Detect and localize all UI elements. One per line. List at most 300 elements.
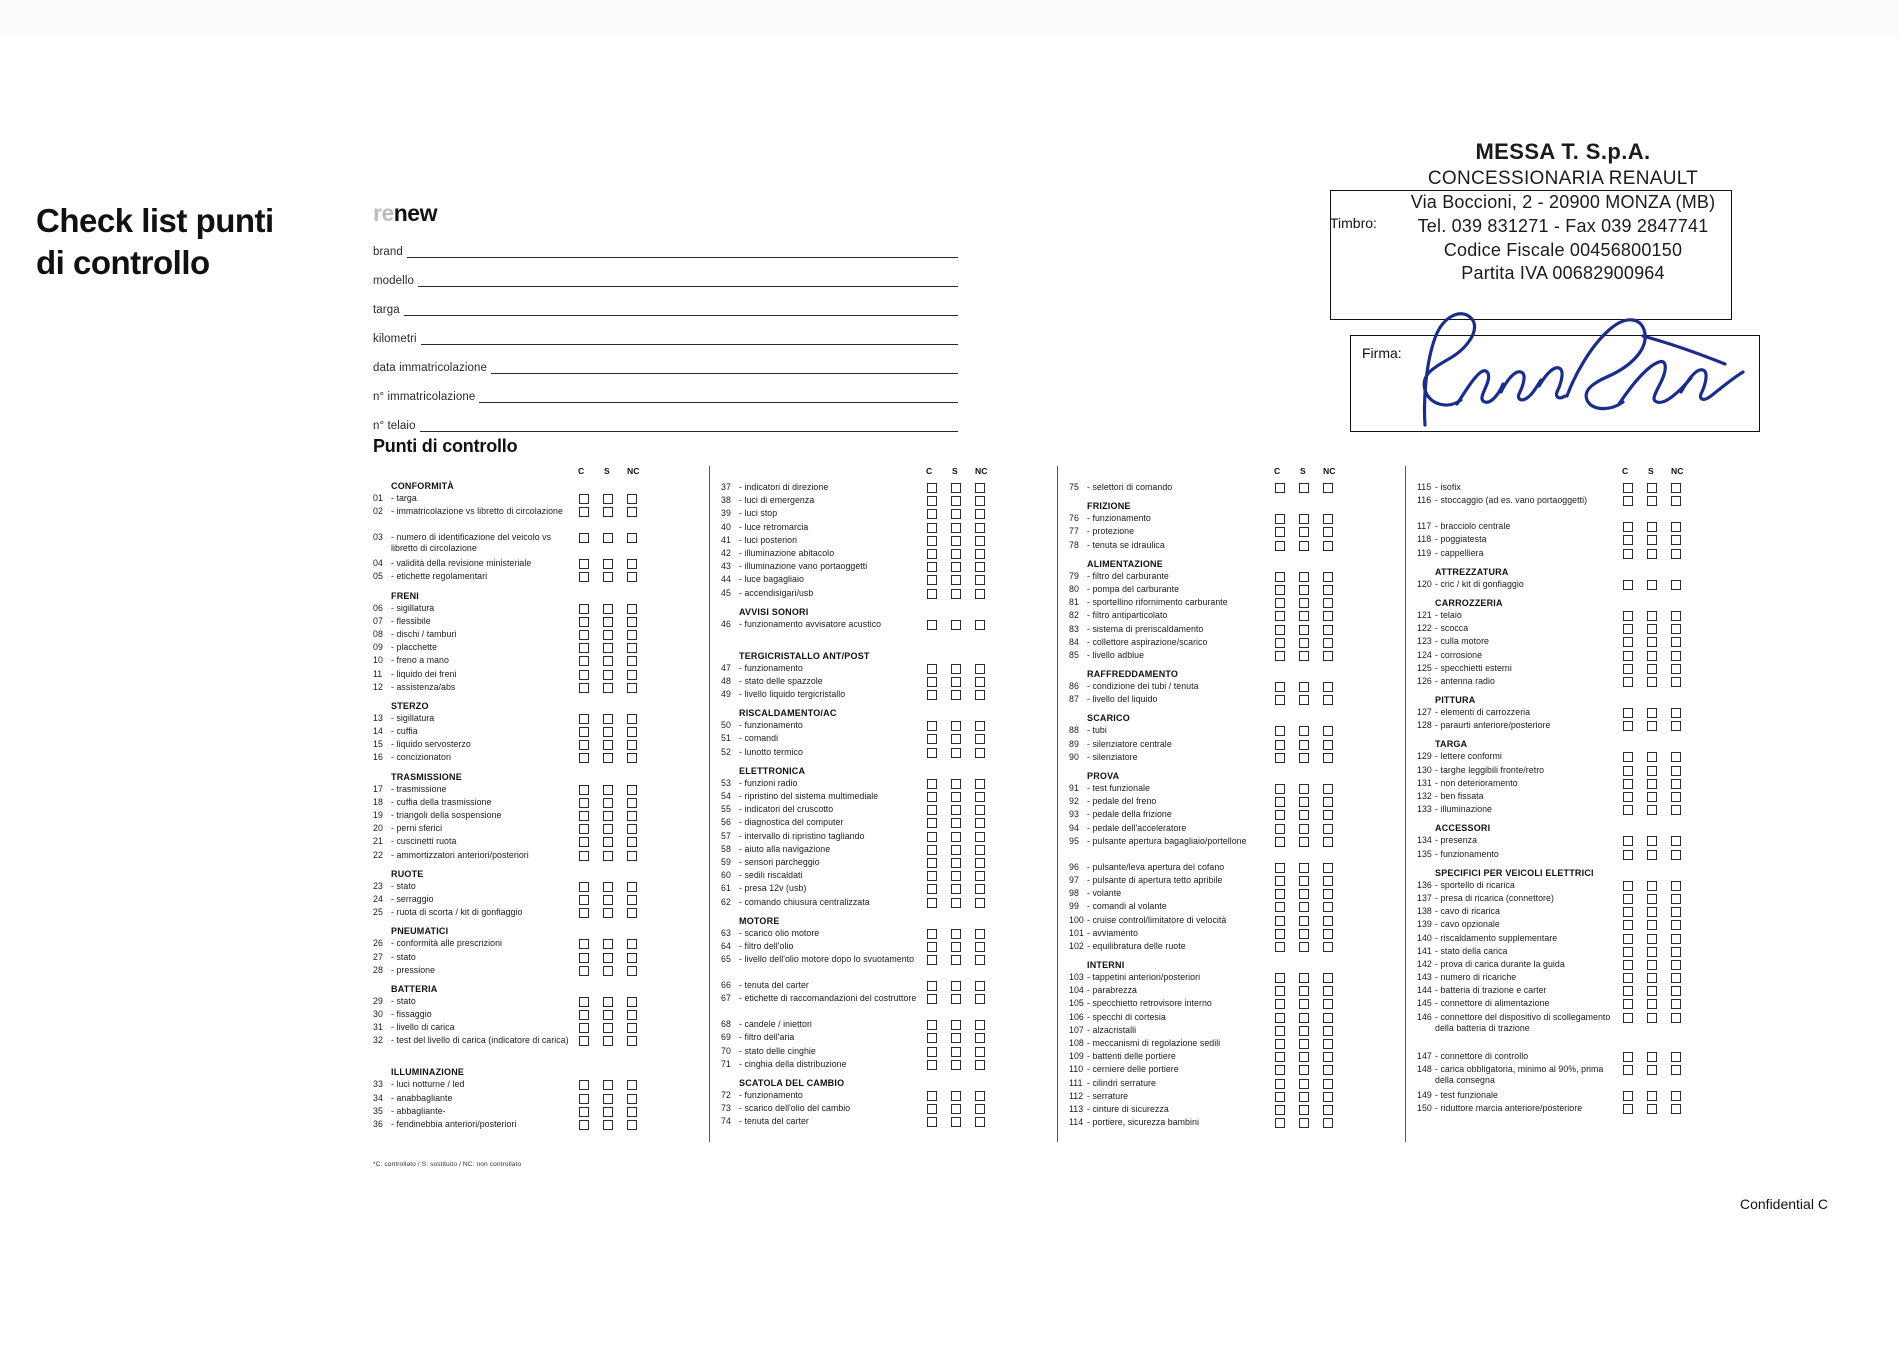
checkbox-s[interactable]: [951, 792, 961, 802]
checkbox-c[interactable]: [1623, 934, 1633, 944]
checkbox-s[interactable]: [1647, 549, 1657, 559]
checkbox-s[interactable]: [1647, 907, 1657, 917]
checkbox-nc[interactable]: [975, 994, 985, 1004]
checkbox-nc[interactable]: [1671, 752, 1681, 762]
checkbox-s[interactable]: [603, 507, 613, 517]
checkbox-nc[interactable]: [975, 575, 985, 585]
checkbox-s[interactable]: [603, 533, 613, 543]
checkbox-c[interactable]: [1275, 514, 1285, 524]
checkbox-s[interactable]: [1647, 805, 1657, 815]
checkbox-s[interactable]: [603, 908, 613, 918]
checkbox-nc[interactable]: [975, 690, 985, 700]
checkbox-s[interactable]: [1647, 836, 1657, 846]
checkbox-c[interactable]: [579, 997, 589, 1007]
checkbox-c[interactable]: [1275, 1065, 1285, 1075]
checkbox-s[interactable]: [1647, 1013, 1657, 1023]
checkbox-s[interactable]: [1299, 929, 1309, 939]
checkbox-s[interactable]: [1647, 535, 1657, 545]
checkbox-c[interactable]: [1623, 721, 1633, 731]
checkbox-s[interactable]: [951, 929, 961, 939]
checkbox-nc[interactable]: [1671, 1065, 1681, 1075]
checkbox-c[interactable]: [1623, 792, 1633, 802]
checkbox-s[interactable]: [1647, 960, 1657, 970]
checkbox-c[interactable]: [1275, 1079, 1285, 1089]
checkbox-c[interactable]: [1623, 947, 1633, 957]
checkbox-nc[interactable]: [1323, 999, 1333, 1009]
checkbox-s[interactable]: [1299, 916, 1309, 926]
checkbox-s[interactable]: [1299, 638, 1309, 648]
checkbox-c[interactable]: [1623, 752, 1633, 762]
checkbox-s[interactable]: [1299, 572, 1309, 582]
checkbox-nc[interactable]: [627, 851, 637, 861]
checkbox-nc[interactable]: [1671, 651, 1681, 661]
checkbox-s[interactable]: [603, 851, 613, 861]
checkbox-nc[interactable]: [1671, 611, 1681, 621]
checkbox-nc[interactable]: [627, 727, 637, 737]
checkbox-nc[interactable]: [1671, 805, 1681, 815]
checkbox-nc[interactable]: [1323, 889, 1333, 899]
checkbox-c[interactable]: [1275, 824, 1285, 834]
checkbox-s[interactable]: [1647, 611, 1657, 621]
checkbox-nc[interactable]: [627, 1120, 637, 1130]
checkbox-s[interactable]: [603, 824, 613, 834]
checkbox-nc[interactable]: [627, 559, 637, 569]
checkbox-s[interactable]: [1647, 1091, 1657, 1101]
checkbox-nc[interactable]: [627, 604, 637, 614]
checkbox-nc[interactable]: [975, 955, 985, 965]
field-row[interactable]: [373, 272, 958, 301]
checkbox-c[interactable]: [927, 589, 937, 599]
checkbox-nc[interactable]: [1323, 740, 1333, 750]
checkbox-c[interactable]: [927, 929, 937, 939]
checkbox-c[interactable]: [1623, 973, 1633, 983]
checkbox-nc[interactable]: [1671, 960, 1681, 970]
checkbox-c[interactable]: [1275, 837, 1285, 847]
checkbox-s[interactable]: [1647, 1052, 1657, 1062]
checkbox-s[interactable]: [951, 832, 961, 842]
checkbox-nc[interactable]: [1323, 1013, 1333, 1023]
checkbox-nc[interactable]: [975, 1060, 985, 1070]
checkbox-s[interactable]: [951, 748, 961, 758]
checkbox-c[interactable]: [1275, 572, 1285, 582]
checkbox-c[interactable]: [927, 620, 937, 630]
checkbox-nc[interactable]: [627, 617, 637, 627]
checkbox-s[interactable]: [1647, 708, 1657, 718]
checkbox-nc[interactable]: [975, 805, 985, 815]
checkbox-c[interactable]: [579, 908, 589, 918]
checkbox-nc[interactable]: [1671, 850, 1681, 860]
checkbox-s[interactable]: [603, 643, 613, 653]
checkbox-c[interactable]: [1275, 740, 1285, 750]
checkbox-nc[interactable]: [975, 664, 985, 674]
checkbox-c[interactable]: [579, 683, 589, 693]
checkbox-nc[interactable]: [1671, 1104, 1681, 1114]
checkbox-c[interactable]: [579, 851, 589, 861]
checkbox-nc[interactable]: [627, 507, 637, 517]
checkbox-nc[interactable]: [1323, 1039, 1333, 1049]
checkbox-c[interactable]: [927, 981, 937, 991]
checkbox-s[interactable]: [951, 1060, 961, 1070]
checkbox-s[interactable]: [1299, 1092, 1309, 1102]
checkbox-s[interactable]: [1647, 483, 1657, 493]
checkbox-s[interactable]: [603, 1010, 613, 1020]
checkbox-nc[interactable]: [1671, 907, 1681, 917]
checkbox-s[interactable]: [603, 1023, 613, 1033]
field-input-line[interactable]: [373, 315, 958, 316]
checkbox-c[interactable]: [579, 1080, 589, 1090]
checkbox-s[interactable]: [1299, 726, 1309, 736]
checkbox-c[interactable]: [1623, 894, 1633, 904]
checkbox-nc[interactable]: [1323, 625, 1333, 635]
checkbox-s[interactable]: [1299, 986, 1309, 996]
checkbox-nc[interactable]: [1671, 986, 1681, 996]
checkbox-s[interactable]: [1299, 483, 1309, 493]
checkbox-c[interactable]: [927, 1033, 937, 1043]
checkbox-c[interactable]: [579, 895, 589, 905]
checkbox-s[interactable]: [1647, 894, 1657, 904]
checkbox-nc[interactable]: [627, 785, 637, 795]
checkbox-c[interactable]: [927, 994, 937, 1004]
checkbox-nc[interactable]: [627, 1010, 637, 1020]
checkbox-nc[interactable]: [1323, 797, 1333, 807]
checkbox-nc[interactable]: [975, 1020, 985, 1030]
checkbox-c[interactable]: [927, 664, 937, 674]
checkbox-s[interactable]: [951, 496, 961, 506]
checkbox-s[interactable]: [1299, 810, 1309, 820]
checkbox-c[interactable]: [1623, 522, 1633, 532]
checkbox-c[interactable]: [1275, 1105, 1285, 1115]
field-row[interactable]: [373, 388, 958, 417]
checkbox-c[interactable]: [579, 670, 589, 680]
checkbox-s[interactable]: [1299, 1039, 1309, 1049]
checkbox-nc[interactable]: [1671, 549, 1681, 559]
checkbox-s[interactable]: [951, 1117, 961, 1127]
checkbox-s[interactable]: [951, 805, 961, 815]
checkbox-c[interactable]: [927, 536, 937, 546]
checkbox-nc[interactable]: [627, 1080, 637, 1090]
checkbox-nc[interactable]: [1323, 942, 1333, 952]
checkbox-nc[interactable]: [975, 549, 985, 559]
checkbox-s[interactable]: [1647, 947, 1657, 957]
checkbox-nc[interactable]: [627, 656, 637, 666]
checkbox-s[interactable]: [1299, 1026, 1309, 1036]
checkbox-s[interactable]: [1299, 1079, 1309, 1089]
checkbox-s[interactable]: [951, 871, 961, 881]
checkbox-s[interactable]: [603, 966, 613, 976]
checkbox-s[interactable]: [603, 572, 613, 582]
checkbox-c[interactable]: [1623, 677, 1633, 687]
checkbox-s[interactable]: [603, 656, 613, 666]
field-input-line[interactable]: [373, 286, 958, 287]
checkbox-s[interactable]: [1299, 797, 1309, 807]
checkbox-c[interactable]: [579, 604, 589, 614]
checkbox-s[interactable]: [1299, 625, 1309, 635]
checkbox-nc[interactable]: [1323, 1065, 1333, 1075]
checkbox-nc[interactable]: [1323, 1105, 1333, 1115]
field-input-line[interactable]: [373, 344, 958, 345]
checkbox-s[interactable]: [1647, 721, 1657, 731]
checkbox-nc[interactable]: [975, 589, 985, 599]
checkbox-nc[interactable]: [975, 1091, 985, 1101]
checkbox-nc[interactable]: [1323, 810, 1333, 820]
checkbox-c[interactable]: [927, 832, 937, 842]
checkbox-s[interactable]: [1299, 514, 1309, 524]
checkbox-c[interactable]: [1275, 585, 1285, 595]
checkbox-c[interactable]: [1275, 1026, 1285, 1036]
checkbox-s[interactable]: [1299, 889, 1309, 899]
checkbox-s[interactable]: [603, 1120, 613, 1130]
checkbox-s[interactable]: [1647, 986, 1657, 996]
checkbox-s[interactable]: [603, 997, 613, 1007]
checkbox-c[interactable]: [579, 811, 589, 821]
checkbox-nc[interactable]: [627, 939, 637, 949]
checkbox-s[interactable]: [603, 683, 613, 693]
checkbox-nc[interactable]: [1671, 881, 1681, 891]
checkbox-nc[interactable]: [975, 845, 985, 855]
checkbox-c[interactable]: [1275, 726, 1285, 736]
checkbox-s[interactable]: [1299, 695, 1309, 705]
checkbox-c[interactable]: [579, 1120, 589, 1130]
checkbox-c[interactable]: [1275, 753, 1285, 763]
checkbox-nc[interactable]: [627, 798, 637, 808]
checkbox-c[interactable]: [1275, 876, 1285, 886]
checkbox-s[interactable]: [1647, 1104, 1657, 1114]
checkbox-nc[interactable]: [627, 572, 637, 582]
checkbox-c[interactable]: [1275, 973, 1285, 983]
checkbox-c[interactable]: [579, 656, 589, 666]
checkbox-s[interactable]: [951, 523, 961, 533]
checkbox-c[interactable]: [1623, 624, 1633, 634]
checkbox-s[interactable]: [951, 589, 961, 599]
checkbox-nc[interactable]: [1323, 695, 1333, 705]
checkbox-c[interactable]: [579, 559, 589, 569]
checkbox-s[interactable]: [951, 779, 961, 789]
checkbox-c[interactable]: [579, 1036, 589, 1046]
checkbox-nc[interactable]: [975, 536, 985, 546]
checkbox-c[interactable]: [1275, 1013, 1285, 1023]
checkbox-nc[interactable]: [627, 494, 637, 504]
checkbox-nc[interactable]: [975, 1104, 985, 1114]
checkbox-s[interactable]: [603, 670, 613, 680]
checkbox-c[interactable]: [1623, 881, 1633, 891]
checkbox-nc[interactable]: [627, 837, 637, 847]
checkbox-c[interactable]: [1623, 611, 1633, 621]
checkbox-s[interactable]: [603, 895, 613, 905]
checkbox-nc[interactable]: [975, 483, 985, 493]
checkbox-c[interactable]: [1623, 1091, 1633, 1101]
checkbox-nc[interactable]: [975, 884, 985, 894]
checkbox-nc[interactable]: [1671, 721, 1681, 731]
checkbox-c[interactable]: [1623, 779, 1633, 789]
field-row[interactable]: [373, 301, 958, 330]
checkbox-nc[interactable]: [975, 779, 985, 789]
checkbox-c[interactable]: [1623, 535, 1633, 545]
checkbox-s[interactable]: [603, 1094, 613, 1104]
checkbox-nc[interactable]: [1323, 483, 1333, 493]
checkbox-nc[interactable]: [1323, 973, 1333, 983]
checkbox-c[interactable]: [927, 884, 937, 894]
checkbox-s[interactable]: [1647, 496, 1657, 506]
checkbox-nc[interactable]: [627, 1107, 637, 1117]
checkbox-nc[interactable]: [1671, 920, 1681, 930]
checkbox-c[interactable]: [927, 955, 937, 965]
checkbox-s[interactable]: [603, 740, 613, 750]
checkbox-s[interactable]: [1299, 1013, 1309, 1023]
checkbox-s[interactable]: [603, 494, 613, 504]
checkbox-c[interactable]: [579, 643, 589, 653]
checkbox-c[interactable]: [1275, 797, 1285, 807]
checkbox-nc[interactable]: [1671, 792, 1681, 802]
checkbox-s[interactable]: [1299, 876, 1309, 886]
checkbox-c[interactable]: [1275, 902, 1285, 912]
checkbox-nc[interactable]: [1323, 824, 1333, 834]
checkbox-nc[interactable]: [1323, 572, 1333, 582]
checkbox-s[interactable]: [951, 1091, 961, 1101]
checkbox-nc[interactable]: [1323, 1026, 1333, 1036]
checkbox-nc[interactable]: [1323, 916, 1333, 926]
checkbox-c[interactable]: [1275, 1052, 1285, 1062]
checkbox-s[interactable]: [951, 845, 961, 855]
checkbox-s[interactable]: [1647, 881, 1657, 891]
checkbox-c[interactable]: [927, 1047, 937, 1057]
checkbox-nc[interactable]: [627, 811, 637, 821]
checkbox-c[interactable]: [579, 630, 589, 640]
checkbox-nc[interactable]: [1671, 664, 1681, 674]
checkbox-nc[interactable]: [627, 533, 637, 543]
checkbox-c[interactable]: [927, 779, 937, 789]
checkbox-s[interactable]: [1299, 999, 1309, 1009]
checkbox-nc[interactable]: [1323, 876, 1333, 886]
checkbox-c[interactable]: [1623, 999, 1633, 1009]
checkbox-nc[interactable]: [975, 942, 985, 952]
checkbox-c[interactable]: [927, 575, 937, 585]
checkbox-s[interactable]: [951, 1020, 961, 1030]
checkbox-c[interactable]: [579, 939, 589, 949]
checkbox-nc[interactable]: [975, 734, 985, 744]
checkbox-c[interactable]: [1275, 695, 1285, 705]
checkbox-s[interactable]: [603, 1036, 613, 1046]
checkbox-s[interactable]: [1647, 779, 1657, 789]
checkbox-s[interactable]: [951, 884, 961, 894]
checkbox-s[interactable]: [951, 898, 961, 908]
checkbox-c[interactable]: [1623, 1052, 1633, 1062]
checkbox-nc[interactable]: [1671, 999, 1681, 1009]
checkbox-c[interactable]: [927, 942, 937, 952]
checkbox-c[interactable]: [927, 805, 937, 815]
checkbox-nc[interactable]: [1323, 1052, 1333, 1062]
checkbox-c[interactable]: [1623, 1065, 1633, 1075]
field-row[interactable]: [373, 243, 958, 272]
checkbox-nc[interactable]: [1323, 598, 1333, 608]
checkbox-c[interactable]: [1275, 682, 1285, 692]
checkbox-s[interactable]: [603, 714, 613, 724]
checkbox-nc[interactable]: [627, 824, 637, 834]
checkbox-s[interactable]: [951, 575, 961, 585]
checkbox-s[interactable]: [951, 664, 961, 674]
checkbox-nc[interactable]: [1671, 836, 1681, 846]
checkbox-c[interactable]: [927, 1060, 937, 1070]
checkbox-nc[interactable]: [1323, 929, 1333, 939]
checkbox-c[interactable]: [927, 845, 937, 855]
checkbox-s[interactable]: [951, 818, 961, 828]
checkbox-s[interactable]: [1299, 682, 1309, 692]
checkbox-nc[interactable]: [1671, 973, 1681, 983]
checkbox-c[interactable]: [927, 549, 937, 559]
checkbox-s[interactable]: [1299, 1065, 1309, 1075]
checkbox-nc[interactable]: [975, 1033, 985, 1043]
checkbox-nc[interactable]: [975, 523, 985, 533]
checkbox-c[interactable]: [1623, 1104, 1633, 1114]
checkbox-s[interactable]: [951, 483, 961, 493]
checkbox-c[interactable]: [1623, 496, 1633, 506]
checkbox-s[interactable]: [1299, 541, 1309, 551]
checkbox-c[interactable]: [927, 818, 937, 828]
checkbox-c[interactable]: [1275, 598, 1285, 608]
checkbox-nc[interactable]: [1671, 1052, 1681, 1062]
checkbox-nc[interactable]: [1323, 585, 1333, 595]
checkbox-c[interactable]: [579, 966, 589, 976]
checkbox-s[interactable]: [1647, 677, 1657, 687]
checkbox-c[interactable]: [1275, 810, 1285, 820]
checkbox-c[interactable]: [927, 677, 937, 687]
checkbox-s[interactable]: [1299, 1118, 1309, 1128]
checkbox-nc[interactable]: [627, 895, 637, 905]
checkbox-s[interactable]: [1299, 753, 1309, 763]
checkbox-s[interactable]: [1299, 973, 1309, 983]
checkbox-s[interactable]: [603, 559, 613, 569]
checkbox-s[interactable]: [1647, 973, 1657, 983]
checkbox-s[interactable]: [1299, 740, 1309, 750]
checkbox-nc[interactable]: [1323, 753, 1333, 763]
checkbox-nc[interactable]: [1671, 947, 1681, 957]
checkbox-s[interactable]: [603, 630, 613, 640]
checkbox-s[interactable]: [603, 617, 613, 627]
checkbox-nc[interactable]: [627, 643, 637, 653]
checkbox-c[interactable]: [927, 496, 937, 506]
checkbox-nc[interactable]: [975, 898, 985, 908]
field-row[interactable]: [373, 330, 958, 359]
checkbox-c[interactable]: [927, 871, 937, 881]
checkbox-s[interactable]: [1647, 580, 1657, 590]
checkbox-nc[interactable]: [975, 871, 985, 881]
checkbox-nc[interactable]: [627, 714, 637, 724]
checkbox-nc[interactable]: [1323, 863, 1333, 873]
checkbox-s[interactable]: [951, 734, 961, 744]
checkbox-nc[interactable]: [975, 1047, 985, 1057]
checkbox-nc[interactable]: [1671, 637, 1681, 647]
checkbox-s[interactable]: [603, 953, 613, 963]
checkbox-nc[interactable]: [627, 630, 637, 640]
checkbox-c[interactable]: [579, 1023, 589, 1033]
checkbox-c[interactable]: [1275, 611, 1285, 621]
checkbox-nc[interactable]: [1671, 1091, 1681, 1101]
checkbox-s[interactable]: [1647, 637, 1657, 647]
checkbox-s[interactable]: [1647, 999, 1657, 1009]
checkbox-s[interactable]: [1299, 611, 1309, 621]
checkbox-nc[interactable]: [1671, 522, 1681, 532]
checkbox-nc[interactable]: [627, 882, 637, 892]
field-input-line[interactable]: [373, 431, 958, 432]
checkbox-s[interactable]: [1647, 920, 1657, 930]
checkbox-nc[interactable]: [975, 496, 985, 506]
checkbox-s[interactable]: [951, 1104, 961, 1114]
checkbox-s[interactable]: [951, 858, 961, 868]
checkbox-c[interactable]: [927, 1117, 937, 1127]
checkbox-c[interactable]: [1275, 929, 1285, 939]
checkbox-c[interactable]: [1623, 580, 1633, 590]
checkbox-nc[interactable]: [627, 908, 637, 918]
checkbox-c[interactable]: [1275, 541, 1285, 551]
